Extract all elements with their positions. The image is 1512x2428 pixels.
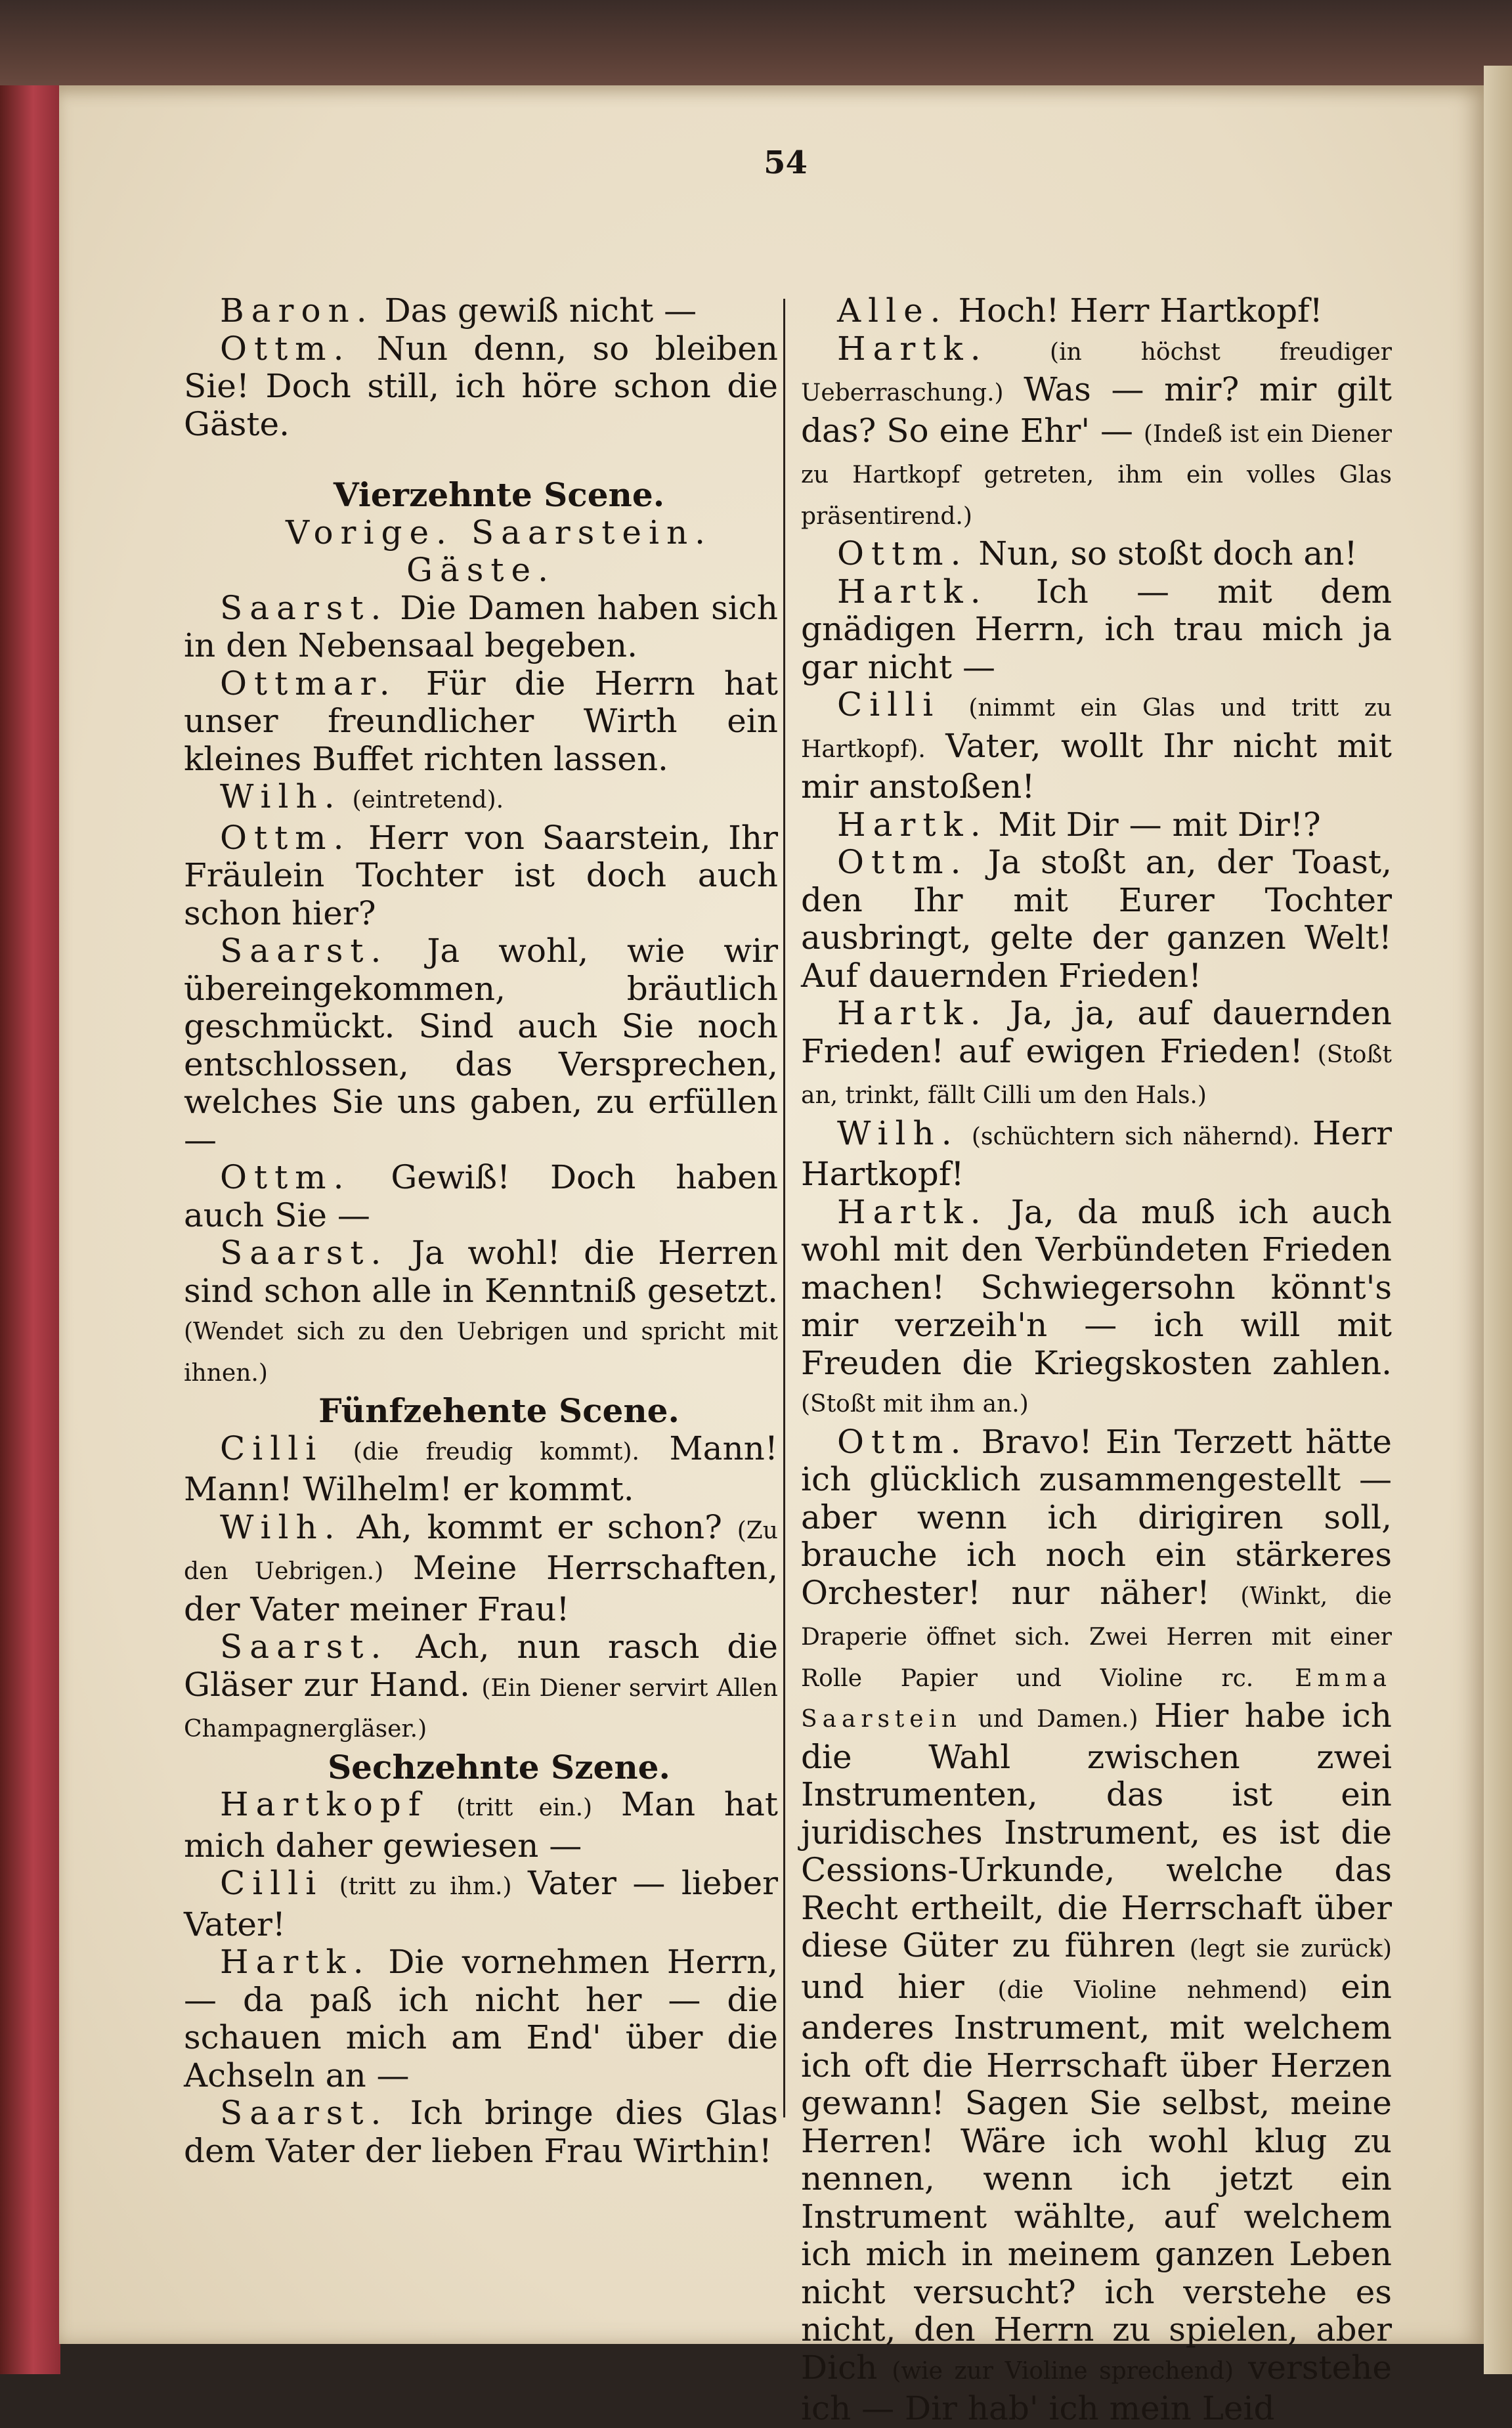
dialogue-text: verstehe ich — Dir hab' ich mein Leid bbox=[801, 2348, 1392, 2427]
stage-direction: (Stoßt mit ihm an.) bbox=[801, 1391, 1029, 1418]
dialogue-line bbox=[801, 1115, 1392, 1194]
right-column bbox=[801, 292, 1392, 2428]
dialogue-line bbox=[184, 778, 778, 819]
dialogue-text: Ja, ja, auf dauernden Frieden! auf ewigen Frieden! bbox=[801, 994, 1392, 1070]
stage-direction: (Wendet sich zu den Uebrigen und spricht mit ihnen.) bbox=[184, 1318, 778, 1387]
dialogue-line bbox=[801, 844, 1392, 995]
stage-direction: (Indeß ist ein Diener zu Hartkopf getreten, ihm ein volles Glas präsentirend.) bbox=[801, 420, 1392, 530]
cast-list: Vorige. Saarstein. Gäste. bbox=[285, 513, 713, 589]
dialogue-line bbox=[184, 665, 778, 779]
scene-heading: Fünfzehente Scene. bbox=[318, 1391, 680, 1430]
speaker-name: Cilli bbox=[220, 1864, 324, 1902]
speaker-name: Ottmar. bbox=[220, 664, 397, 703]
dialogue-text: Mit Dir — mit Dir!? bbox=[998, 805, 1321, 844]
speaker-name: Hartkopf bbox=[220, 1785, 428, 1823]
dialogue-line bbox=[184, 1430, 778, 1509]
dialogue-line bbox=[184, 819, 778, 933]
stage-direction: (die freudig kommt). bbox=[353, 1438, 639, 1465]
speaker-name: Ottm. bbox=[837, 1422, 968, 1461]
dialogue-line bbox=[184, 1943, 778, 2094]
dialogue-text: Für die Herrn hat unser freundlicher Wirth ein kleines Buffet richten lassen. bbox=[184, 664, 778, 778]
dialogue-text: Hoch! Herr Hartkopf! bbox=[958, 292, 1323, 330]
stage-direction: und Damen.) bbox=[978, 1706, 1138, 1733]
speaker-name: Saarst. bbox=[220, 588, 389, 627]
stage-direction: (nimmt ein Glas und tritt zu Hartkopf). bbox=[801, 695, 1392, 763]
left-column bbox=[184, 292, 778, 2170]
dialogue-line bbox=[801, 686, 1392, 806]
stage-direction: (schüchtern sich nähernd). bbox=[971, 1123, 1300, 1150]
dialogue-line bbox=[184, 1628, 778, 1748]
dialogue-line bbox=[801, 1423, 1392, 2428]
speaker-name: Hartk. bbox=[837, 805, 988, 844]
dialogue-text: Bravo! Ein Terzett hätte ich glücklich zusammengestellt — aber wenn ich dirigiren soll, brauche ich noch ein stärkeres Orchester! nur näher! bbox=[801, 1422, 1392, 1612]
stage-direction: (legt sie zurück) bbox=[1189, 1936, 1392, 1962]
dialogue-text: Das gewiß nicht — bbox=[384, 292, 697, 330]
dialogue-line bbox=[184, 1159, 778, 1234]
speaker-name: Saarst. bbox=[220, 1628, 389, 1666]
dialogue-text: Ja wohl, wie wir übereingekommen, bräutlich geschmückt. Sind auch Sie noch entschlossen, das Versprechen, welches Sie uns gaben, zu erfüllen — bbox=[184, 932, 778, 1159]
dialogue-line bbox=[801, 292, 1392, 330]
speaker-name: Ottm. bbox=[837, 843, 968, 881]
speaker-name: Cilli bbox=[220, 1429, 324, 1467]
book-spine-edge bbox=[0, 85, 60, 2374]
scene-heading: Sechzehnte Szene. bbox=[328, 1747, 670, 1787]
dialogue-text: Man hat mich daher gewiesen — bbox=[184, 1785, 778, 1865]
stage-direction: (wie zur Violine sprechend) bbox=[892, 2357, 1234, 2385]
stage-direction: (tritt ein.) bbox=[456, 1794, 593, 1821]
dialogue-text: Die vornehmen Herrn, — da paß ich nicht her — die schauen mich am End' über die Achseln an — bbox=[184, 1943, 778, 2094]
dialogue-text: Die Damen haben sich in den Nebensaal begeben. bbox=[184, 588, 778, 664]
dialogue-text: Nun denn, so bleiben Sie! Doch still, ich höre schon die Gäste. bbox=[184, 329, 778, 443]
dialogue-text: Ja, da muß ich auch wohl mit den Verbündeten Frieden machen! Schwiegersohn könnt's mir verzeih'n — ich will mit Freuden die Kriegskosten zahlen. bbox=[801, 1192, 1392, 1382]
dialogue-text: Gewiß! Doch haben auch Sie — bbox=[184, 1158, 778, 1234]
speaker-name: Wilh. bbox=[220, 777, 342, 815]
dialogue-line bbox=[801, 995, 1392, 1115]
speaker-name: Hartk. bbox=[837, 994, 988, 1032]
dialogue-text: Ah, kommt er schon? bbox=[356, 1507, 722, 1546]
speaker-name: Hartk. bbox=[220, 1943, 371, 1981]
dialogue-line bbox=[184, 2094, 778, 2170]
dialogue-line bbox=[184, 292, 778, 330]
speaker-name: Alle. bbox=[837, 292, 948, 330]
column-divider bbox=[783, 299, 785, 2117]
dialogue-text: Ich bringe dies Glas dem Vater der lieben Frau Wirthin! bbox=[184, 2094, 778, 2170]
dialogue-line bbox=[184, 1509, 778, 1629]
stage-direction: (in höchst freudiger Ueberraschung.) bbox=[801, 338, 1392, 406]
dialogue-text: Meine Herrschaften, der Vater meiner Frau! bbox=[184, 1549, 778, 1628]
speaker-name: Baron. bbox=[220, 292, 374, 330]
dialogue-line bbox=[801, 806, 1392, 844]
speaker-name: Ottm. bbox=[220, 329, 351, 368]
speaker-name: Saarst. bbox=[220, 1234, 389, 1272]
dialogue-line bbox=[801, 330, 1392, 536]
dialogue-line bbox=[801, 573, 1392, 687]
stage-direction: (Winkt, die Draperie öffnet sich. Zwei Herren mit einer Rolle Papier und Violine rc. bbox=[801, 1582, 1392, 1692]
dialogue-text: Vater, wollt Ihr nicht mit mir anstoßen! bbox=[801, 726, 1392, 806]
speaker-name: Hartk. bbox=[837, 1192, 988, 1231]
speaker-name: Wilh. bbox=[220, 1507, 342, 1546]
stage-direction: (Zu den Uebrigen.) bbox=[184, 1517, 778, 1585]
dialogue-line bbox=[184, 1234, 778, 1392]
page-number: 54 bbox=[764, 144, 808, 181]
stage-direction: (eintretend). bbox=[352, 787, 504, 813]
speaker-name: Ottm. bbox=[220, 1158, 351, 1196]
dialogue-text: Herr von Saarstein, Ihr Fräulein Tochter ist doch auch schon hier? bbox=[184, 818, 778, 932]
speaker-name: Ottm. bbox=[220, 818, 351, 857]
speaker-name: Emma Saarstein bbox=[801, 1664, 1392, 1733]
speaker-name: Wilh. bbox=[837, 1114, 959, 1152]
scene-heading: Vierzehnte Scene. bbox=[333, 475, 665, 514]
dialogue-text: Ja wohl! die Herren sind schon alle in Kenntniß gesetzt. bbox=[184, 1234, 778, 1310]
facing-page-edge bbox=[1484, 66, 1512, 2374]
stage-direction: (Stoßt an, trinkt, fällt Cilli um den Hals.) bbox=[801, 1041, 1392, 1109]
dialogue-line bbox=[184, 330, 778, 444]
dialogue-text: Was — mir? mir gilt das? So eine Ehr' — bbox=[801, 370, 1392, 450]
dialogue-line bbox=[184, 1786, 778, 1865]
book-cover-top bbox=[0, 0, 1512, 98]
dialogue-text: ein anderes Instrument, mit welchem ich oft die Herrschaft über Herzen gewann! Sagen Sie selbst, meine Herren! Wäre ich wohl klug zu nennen, wenn ich jetzt ein Instrument wählte, auf welchem ich mich in meinem ganzen Leben nicht versucht? ich verstehe es nicht, den Herrn zu spielen, aber Dich bbox=[801, 1967, 1392, 2387]
dialogue-text: Ach, nun rasch die Gläser zur Hand. bbox=[184, 1628, 778, 1704]
dialogue-line bbox=[184, 590, 778, 665]
dialogue-text: Herr Hartkopf! bbox=[801, 1114, 1392, 1193]
dialogue-line bbox=[184, 932, 778, 1159]
speaker-name: Hartk. bbox=[837, 572, 988, 611]
speaker-name: Hartk. bbox=[837, 329, 988, 368]
dialogue-line bbox=[801, 1194, 1392, 1423]
speaker-name: Saarst. bbox=[220, 932, 389, 970]
speaker-name: Saarst. bbox=[220, 2094, 389, 2132]
dialogue-text: Vater — lieber Vater! bbox=[184, 1864, 778, 1943]
speaker-name: Ottm. bbox=[837, 534, 968, 573]
stage-direction: (die Violine nehmend) bbox=[997, 1976, 1308, 2004]
dialogue-text: Ja stoßt an, der Toast, den Ihr mit Eurer Tochter ausbringt, gelte der ganzen Welt! Auf dauernden Frieden! bbox=[801, 843, 1392, 995]
dialogue-line bbox=[801, 535, 1392, 573]
dialogue-text: Mann! Mann! Wilhelm! er kommt. bbox=[184, 1429, 778, 1508]
dialogue-text: Nun, so stoßt doch an! bbox=[978, 534, 1358, 573]
stage-direction: (tritt zu ihm.) bbox=[339, 1873, 512, 1900]
stage-direction: (Ein Diener servirt Allen Champagnergläser.) bbox=[184, 1674, 778, 1743]
dialogue-text: Ich — mit dem gnädigen Herrn, ich trau mich ja gar nicht — bbox=[801, 572, 1392, 686]
dialogue-text: Hier habe ich die Wahl zwischen zwei Instrumenten, das ist ein juridisches Instrument, es ist die Cessions-Urkunde, welche das Recht ertheilt, die Herrschaft über diese Güter zu führen bbox=[801, 1697, 1392, 1964]
speaker-name: Cilli bbox=[837, 685, 941, 724]
dialogue-line bbox=[184, 1865, 778, 1943]
dialogue-text: und hier bbox=[801, 1967, 964, 2006]
